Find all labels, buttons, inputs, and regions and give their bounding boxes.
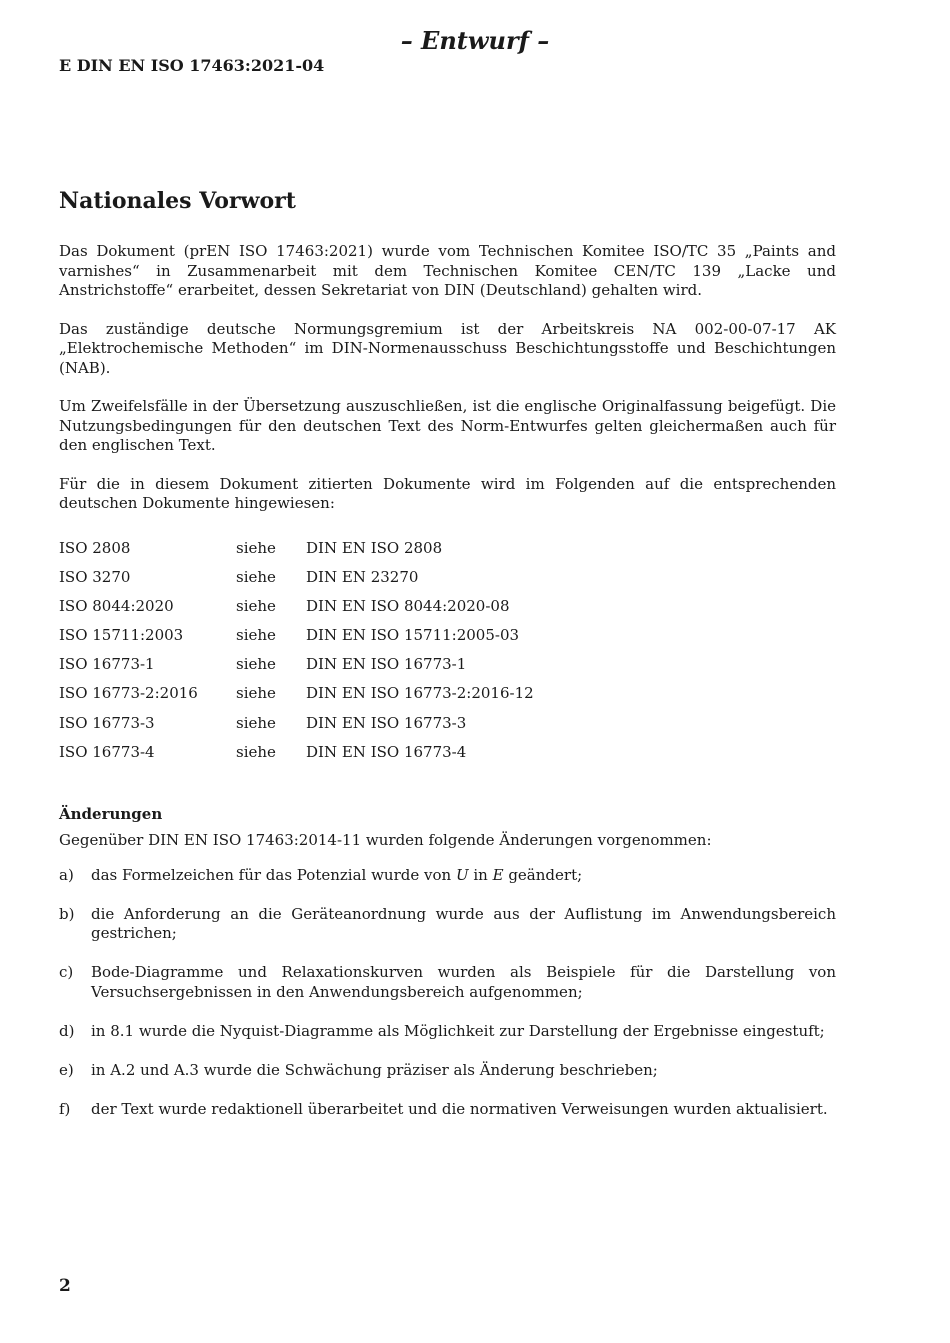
- paragraph: Für die in diesem Dokument zitierten Dokumente wird im Folgenden auf die entsprechenden deutschen Dokumente hingewiesen:: [59, 474, 836, 512]
- reference-iso: ISO 16773-3: [59, 713, 155, 732]
- symbol-u: U: [455, 865, 469, 884]
- reference-see: siehe: [236, 742, 276, 761]
- reference-iso: ISO 16773-1: [59, 655, 155, 674]
- reference-row: [59, 683, 836, 712]
- change-text: in 8.1 wurde die Nyquist-Diagramme als Möglichkeit zur Darstellung der Ergebnisse eingestuft;: [91, 1021, 825, 1040]
- reference-iso: ISO 2808: [59, 538, 131, 557]
- reference-see: siehe: [236, 713, 276, 732]
- reference-see: siehe: [236, 567, 276, 586]
- reference-row: [59, 654, 836, 683]
- changes-heading: Änderungen: [59, 805, 163, 823]
- reference-din: DIN EN ISO 16773-1: [306, 655, 467, 674]
- change-text-part: geändert;: [503, 865, 583, 884]
- document-id: E DIN EN ISO 17463:2021-04: [59, 56, 325, 75]
- change-text-part: das Formelzeichen für das Potenzial wurde von: [91, 865, 456, 884]
- reference-row: [59, 742, 836, 771]
- change-text: [91, 866, 836, 886]
- change-item: [59, 1022, 836, 1042]
- reference-see: siehe: [236, 596, 276, 615]
- change-item: [59, 905, 836, 944]
- reference-see: siehe: [236, 684, 276, 703]
- reference-row: [59, 625, 836, 654]
- reference-iso: ISO 15711:2003: [59, 626, 184, 645]
- reference-iso: ISO 3270: [59, 567, 131, 586]
- change-item: [59, 1061, 836, 1081]
- change-item: [59, 963, 836, 1002]
- change-text-part: in: [468, 865, 493, 884]
- reference-see: siehe: [236, 655, 276, 674]
- section-title: Nationales Vorwort: [59, 188, 296, 214]
- change-text: in A.2 und A.3 wurde die Schwächung präziser als Änderung beschrieben;: [91, 1060, 658, 1079]
- reference-row: [59, 538, 836, 567]
- reference-din: DIN EN ISO 16773-2:2016-12: [306, 684, 534, 703]
- paragraph: Das zuständige deutsche Normungsgremium ist der Arbeitskreis NA 002-00-07-17 AK „Elektrochemische Methoden“ im DIN-Normenausschuss Beschichtungsstoffe und Beschichtungen (NAB).: [59, 319, 836, 377]
- reference-row: [59, 567, 836, 596]
- symbol-e: E: [492, 865, 504, 884]
- reference-row: [59, 713, 836, 742]
- reference-din: DIN EN ISO 16773-4: [306, 742, 467, 761]
- reference-iso: ISO 16773-2:2016: [59, 684, 198, 703]
- page-number: 2: [59, 1276, 71, 1296]
- change-letter: b): [59, 904, 75, 923]
- reference-din: DIN EN ISO 8044:2020-08: [306, 596, 510, 615]
- reference-din: DIN EN ISO 16773-3: [306, 713, 467, 732]
- change-text: die Anforderung an die Geräteanordnung wurde aus der Auflistung im Anwendungsbereich gestrichen;: [91, 904, 836, 942]
- main-content: [59, 188, 836, 1139]
- change-text: der Text wurde redaktionell überarbeitet und die normativen Verweisungen wurden aktualisiert.: [91, 1099, 828, 1118]
- draft-mark: – Entwurf –: [400, 26, 550, 55]
- reference-din: DIN EN ISO 2808: [306, 538, 443, 557]
- reference-din: DIN EN ISO 15711:2005-03: [306, 626, 520, 645]
- change-item: [59, 866, 836, 886]
- change-text: Bode-Diagramme und Relaxationskurven wurden als Beispiele für die Darstellung von Versuchsergebnissen in den Anwendungsbereich aufgenommen;: [91, 963, 836, 1001]
- change-letter: c): [59, 963, 74, 981]
- reference-row: [59, 596, 836, 625]
- changes-intro: Gegenüber DIN EN ISO 17463:2014-11 wurden folgende Änderungen vorgenommen:: [59, 831, 712, 849]
- change-letter: f): [59, 1099, 71, 1118]
- reference-table: [59, 538, 836, 772]
- change-letter: a): [59, 865, 74, 884]
- change-item: [59, 1100, 836, 1120]
- paragraph: Um Zweifelsfälle in der Übersetzung auszuschließen, ist die englische Originalfassung beigefügt. Die Nutzungsbedingungen für den deutschen Text des Norm-Entwurfes gelten gleichermaßen auch für den englischen Text.: [59, 397, 836, 454]
- change-letter: e): [59, 1060, 74, 1079]
- reference-iso: ISO 16773-4: [59, 742, 155, 761]
- reference-see: siehe: [236, 626, 276, 645]
- change-letter: d): [59, 1021, 75, 1040]
- reference-iso: ISO 8044:2020: [59, 596, 174, 615]
- reference-din: DIN EN 23270: [306, 567, 419, 586]
- reference-see: siehe: [236, 538, 276, 557]
- paragraph: Das Dokument (prEN ISO 17463:2021) wurde vom Technischen Komitee ISO/TC 35 „Paints and varnishes“ in Zusammenarbeit mit dem Technischen Komitee CEN/TC 139 „Lacke und Anstrichstoffe“ erarbeitet, dessen Sekretariat von DIN (Deutschland) gehalten wird.: [59, 242, 836, 299]
